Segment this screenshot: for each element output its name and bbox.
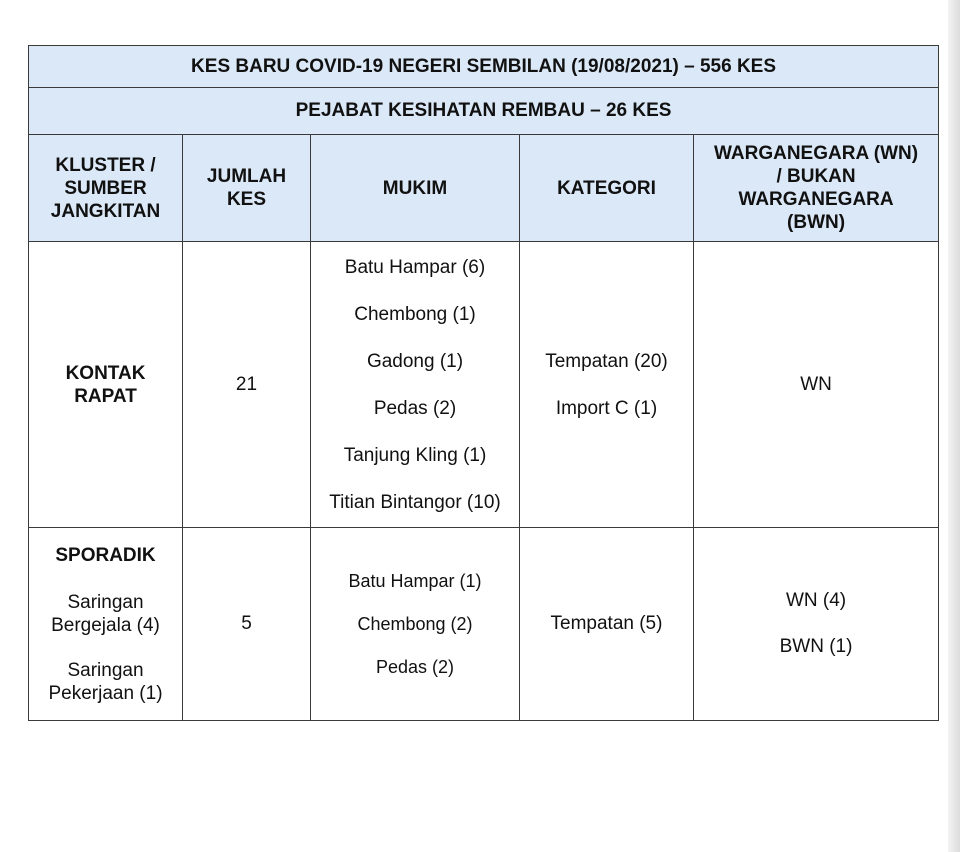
kluster-line: RAPAT xyxy=(74,385,137,407)
mukim-item: Titian Bintangor (10) xyxy=(329,491,501,513)
kluster-subitem-line: Bergejala (4) xyxy=(51,614,160,636)
header-kluster xyxy=(29,135,183,242)
header-kluster-line: KLUSTER / xyxy=(55,154,156,176)
header-warganegara xyxy=(694,135,939,242)
kluster-subitem-line: Saringan xyxy=(67,659,144,681)
warganegara-item: WN (4) xyxy=(785,590,847,611)
cell-kluster xyxy=(29,528,183,721)
page-edge-shadow xyxy=(948,0,960,852)
header-wn-line: (BWN) xyxy=(787,212,846,233)
kategori-item: Import C (1) xyxy=(555,397,658,419)
cell-warganegara: WN xyxy=(694,242,939,528)
header-jumlah-line: KES xyxy=(226,189,267,210)
subtitle-row xyxy=(29,88,939,135)
header-jumlah xyxy=(183,135,311,242)
cell-mukim xyxy=(311,242,520,528)
table-subtitle: PEJABAT KESIHATAN REMBAU – 26 KES xyxy=(29,88,939,135)
cell-mukim xyxy=(311,528,520,721)
mukim-item: Chembong (1) xyxy=(354,303,476,325)
mukim-item: Pedas (2) xyxy=(375,656,455,677)
cell-kategori: Tempatan (5) xyxy=(520,528,694,721)
kluster-subitem-line: Pekerjaan (1) xyxy=(48,682,163,704)
header-kluster-line: SUMBER xyxy=(64,177,147,199)
mukim-item: Gadong (1) xyxy=(366,350,464,372)
header-wn-line: WARGANEGARA xyxy=(738,189,894,210)
mukim-item: Pedas (2) xyxy=(373,397,457,419)
header-jumlah-line: JUMLAH xyxy=(206,166,287,187)
kluster-subitem xyxy=(33,659,178,705)
warganegara-item: BWN (1) xyxy=(779,636,853,657)
header-row xyxy=(29,135,939,242)
kluster-line: KONTAK xyxy=(65,362,146,384)
header-mukim: MUKIM xyxy=(311,135,520,242)
cell-warganegara xyxy=(694,528,939,721)
kluster-title: SPORADIK xyxy=(55,544,156,566)
header-kategori: KATEGORI xyxy=(520,135,694,242)
cell-jumlah: 5 xyxy=(183,528,311,721)
kluster-subitem-line: Saringan xyxy=(67,591,144,613)
cell-kluster xyxy=(29,242,183,528)
cell-jumlah: 21 xyxy=(183,242,311,528)
mukim-item: Batu Hampar (6) xyxy=(344,256,486,278)
header-kluster-line: JANGKITAN xyxy=(50,200,161,222)
table-title: KES BARU COVID-19 NEGERI SEMBILAN (19/08/2021) – 556 KES xyxy=(29,46,939,88)
header-wn-line: WARGANEGARA (WN) xyxy=(714,143,919,164)
mukim-item: Tanjung Kling (1) xyxy=(343,444,487,466)
mukim-item: Chembong (2) xyxy=(357,613,473,634)
cell-kategori xyxy=(520,242,694,528)
kluster-subitem xyxy=(33,591,178,637)
kategori-item: Tempatan (20) xyxy=(545,350,668,372)
table-row-sporadik xyxy=(29,528,939,721)
header-wn-line: / BUKAN xyxy=(776,166,856,187)
table-row-kontak-rapat xyxy=(29,242,939,528)
covid-cases-table xyxy=(28,45,939,721)
title-row xyxy=(29,46,939,88)
mukim-item: Batu Hampar (1) xyxy=(348,570,482,591)
